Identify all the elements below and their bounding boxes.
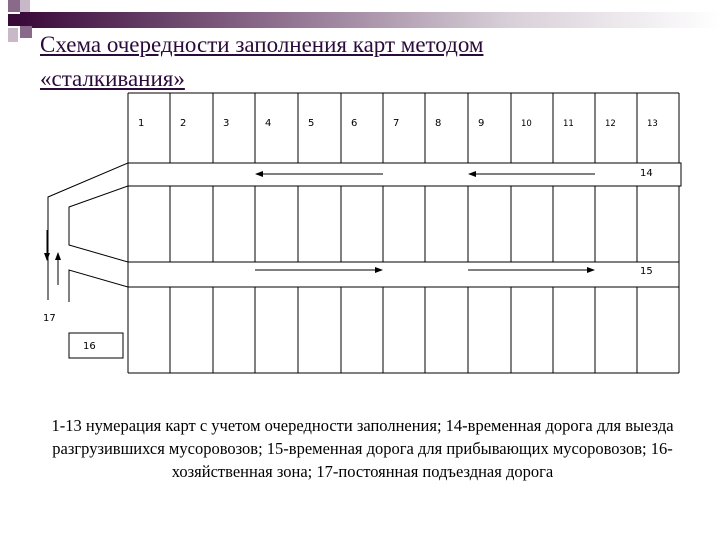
road-14-label: 14 (640, 168, 653, 179)
card-number-label: 8 (435, 118, 442, 129)
road-14-exit (128, 163, 681, 186)
card-number-label: 11 (563, 119, 574, 129)
card-number-label: 9 (478, 118, 485, 129)
legend-caption: 1-13 нумерация карт с учетом очередности заполнения; 14-временная дорога для выезда разгрузившихся мусоровозов; 15-временная дорога для прибывающих мусоровозов; 16-хозяйственная зона; 17-постоянная подъездная дорога (51, 416, 674, 481)
card-number-label: 5 (308, 118, 315, 129)
zone-16-box (69, 333, 123, 358)
card-number-label: 6 (351, 118, 358, 129)
card-number-label: 4 (265, 118, 272, 129)
road-15-label: 15 (640, 266, 653, 277)
card-number-label: 2 (180, 118, 187, 129)
card-number-label: 7 (393, 118, 400, 129)
road-17-outer (48, 163, 128, 300)
card-number-label: 13 (647, 119, 658, 129)
card-number-label: 12 (605, 119, 616, 129)
road-17-label: 17 (43, 313, 56, 324)
zone-16-label: 16 (83, 341, 96, 352)
road-17-lower (69, 270, 128, 302)
card-number-label: 10 (521, 119, 532, 129)
road-15-arrival (128, 262, 679, 287)
title-line-2: «сталкивания» (40, 66, 185, 91)
title-line-1: Схема очередности заполнения карт методом (40, 32, 484, 57)
card-number-label: 1 (138, 118, 145, 129)
card-number-label: 3 (223, 118, 230, 129)
road-17-inner (69, 186, 128, 262)
